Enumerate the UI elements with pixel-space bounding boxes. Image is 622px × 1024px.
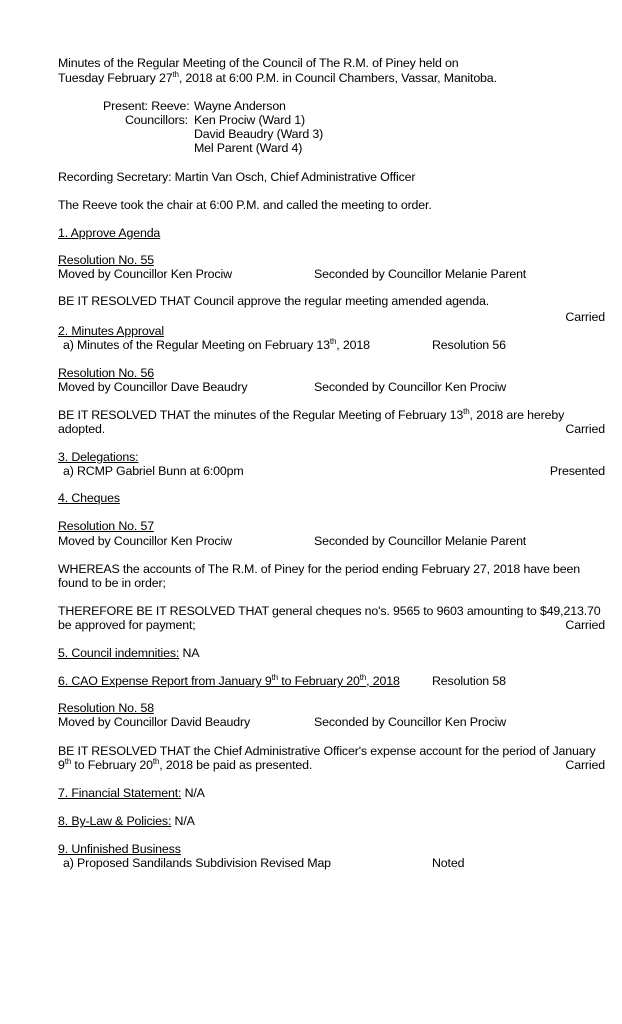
resolution-58-number: Resolution No. 58 [58,701,154,715]
header-line-1: Minutes of the Regular Meeting of the Council of The R.M. of Piney held on [58,56,459,70]
resolution-56-number: Resolution No. 56 [58,366,154,380]
section-8 [58,814,195,829]
section-9-status: Noted [432,856,465,870]
resolution-55-moved: Moved by Councillor Ken Prociw [58,267,232,281]
section-9-heading: 9. Unfinished Business [58,842,181,856]
councillor-1: Ken Prociw (Ward 1) [194,113,305,127]
resolution-57-whereas-line-2: found to be in order; [58,576,166,590]
resolution-56-status: Carried [565,422,605,436]
recording-secretary: Recording Secretary: Martin Van Osch, Chief Administrative Officer [58,170,416,184]
resolution-58-text-line-1: BE IT RESOLVED THAT the Chief Administrative Officer's expense account for the period of January [58,744,596,758]
section-3-item-a: a) RCMP Gabriel Bunn at 6:00pm [63,464,244,478]
section-3-status: Presented [549,464,605,478]
resolution-55-status: Carried [565,310,605,324]
section-5-value: NA [179,646,200,660]
present-reeve-label: Present: Reeve: [103,99,190,113]
section-2-item-a: a) Minutes of the Regular Meeting on February 13th, 2018 [63,337,370,352]
resolution-58-seconded: Seconded by Councillor Ken Prociw [314,715,507,729]
reeve-name: Wayne Anderson [194,99,286,113]
resolution-57-moved: Moved by Councillor Ken Prociw [58,534,232,548]
resolution-58-text-line-2: 9th to February 20th, 2018 be paid as presented. [58,757,313,772]
section-2-item-resolution: Resolution 56 [432,338,506,352]
resolution-57-therefore-line-1: THEREFORE BE IT RESOLVED THAT general cheques no's. 9565 to 9603 amounting to $49,213.70 [58,604,601,618]
resolution-57-seconded: Seconded by Councillor Melanie Parent [314,534,527,548]
resolution-56-moved: Moved by Councillor Dave Beaudry [58,380,248,394]
resolution-56-text-line-1: BE IT RESOLVED THAT the minutes of the Regular Meeting of February 13th, 2018 are hereby [58,407,565,422]
section-5 [58,646,199,661]
resolution-55-number: Resolution No. 55 [58,253,154,267]
section-8-heading: 8. By-Law & Policies: [58,814,172,828]
section-6-resolution-ref: Resolution 58 [432,674,506,688]
councillor-2: David Beaudry (Ward 3) [194,127,324,141]
section-5-heading: 5. Council indemnities: [58,646,180,660]
resolution-55-seconded: Seconded by Councillor Melanie Parent [314,267,527,281]
section-7-value: N/A [181,786,205,800]
councillor-3: Mel Parent (Ward 4) [194,141,303,155]
councillors-label: Councillors: [125,113,188,127]
section-1-heading: 1. Approve Agenda [58,226,161,240]
resolution-56-text-line-2: adopted. [58,422,106,436]
resolution-58-moved: Moved by Councillor David Beaudry [58,715,251,729]
resolution-56-seconded: Seconded by Councillor Ken Prociw [314,380,507,394]
section-7-heading: 7. Financial Statement: [58,786,182,800]
section-2-heading: 2. Minutes Approval [58,324,164,338]
resolution-57-therefore-line-2: be approved for payment; [58,618,196,632]
section-9-item-a: a) Proposed Sandilands Subdivision Revised Map [63,856,331,870]
chair-statement: The Reeve took the chair at 6:00 P.M. and called the meeting to order. [58,198,432,212]
resolution-55-text: BE IT RESOLVED THAT Council approve the regular meeting amended agenda. [58,294,490,308]
section-7 [58,786,205,801]
header-line-2: Tuesday February 27th, 2018 at 6:00 P.M. in Council Chambers, Vassar, Manitoba. [58,70,497,85]
resolution-58-status: Carried [565,758,605,772]
resolution-57-whereas-line-1: WHEREAS the accounts of The R.M. of Piney for the period ending February 27, 2018 have been [58,562,580,576]
resolution-57-status: Carried [565,618,605,632]
section-6-heading: 6. CAO Expense Report from January 9th to February 20th, 2018 [58,673,400,688]
section-8-value: N/A [171,814,195,828]
section-3-heading: 3. Delegations: [58,450,139,464]
resolution-57-number: Resolution No. 57 [58,519,154,533]
section-4-heading: 4. Cheques [58,491,120,505]
